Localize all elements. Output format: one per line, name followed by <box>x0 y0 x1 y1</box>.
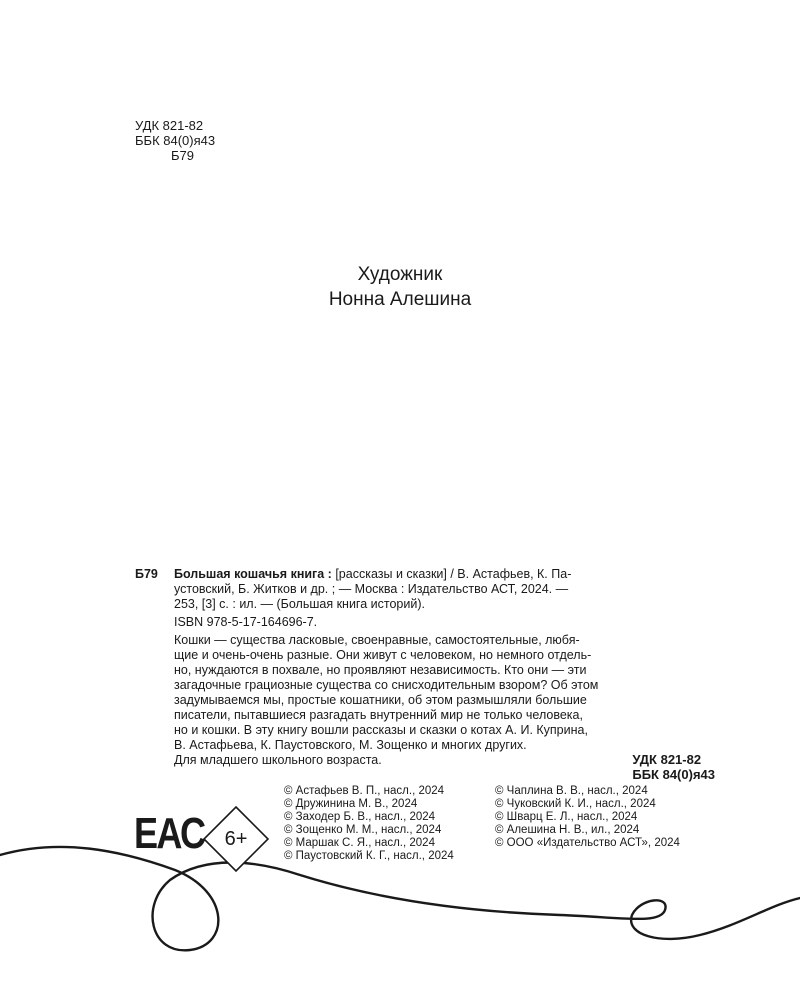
catalog-line <box>174 567 571 582</box>
copyright-line: © Астафьев В. П., насл., 2024 <box>284 785 445 797</box>
annotation-line: загадочные грациозные существа со снисходительным взором? Об этом <box>174 678 599 692</box>
copyright-line: © Чуковский К. И., насл., 2024 <box>495 798 656 810</box>
annotation-line: В. Астафьева, К. Паустовского, М. Зощенко и многих других. <box>174 738 527 752</box>
bbk-code: ББК 84(0)я43 <box>135 133 216 148</box>
isbn: ISBN 978-5-17-164696-7. <box>174 615 318 629</box>
annotation-line: задумываемся мы, простые кошатники, об этом размышляли большие <box>174 693 587 707</box>
copyright-line: © Заходер Б. В., насл., 2024 <box>284 811 436 823</box>
catalog-line: устовский, Б. Житков и др. ; — Москва : Издательство АСТ, 2024. — <box>174 582 569 596</box>
udk-code: УДК 821-82 <box>632 752 702 767</box>
age-rating-badge <box>202 805 270 873</box>
copyright-line: © Паустовский К. Г., насл., 2024 <box>284 850 454 862</box>
copyright-line: © Алешина Н. В., ил., 2024 <box>495 824 640 836</box>
catalog-line-text: [рассказы и сказки] / В. Астафьев, К. Па- <box>335 567 572 581</box>
catalog-code: Б79 <box>135 567 158 581</box>
annotation-line: Кошки — существа ласковые, своенравные, самостоятельные, любя- <box>174 633 580 647</box>
artist-role: Художник <box>357 264 443 285</box>
annotation-line: щие и очень-очень разные. Они живут с человеком, но немного отдель- <box>174 648 592 662</box>
copyright-list-left <box>284 785 454 863</box>
age-rating: 6+ <box>224 828 248 850</box>
copyright-line: © Чаплина В. В., насл., 2024 <box>495 785 648 797</box>
udk-code: УДК 821-82 <box>135 118 204 133</box>
book-title: Большая кошачья книга : <box>174 567 336 581</box>
copyright-list-right <box>495 785 680 850</box>
bbk-code: ББК 84(0)я43 <box>632 767 715 782</box>
catalog-line: 253, [3] с. : ил. — (Большая книга историй). <box>174 597 425 611</box>
copyright-line: © ООО «Издательство АСТ», 2024 <box>495 837 680 849</box>
top-classification-codes <box>135 118 215 163</box>
age-audience: Для младшего школьного возраста. <box>174 753 382 767</box>
copyright-line: © Маршак С. Я., насл., 2024 <box>284 837 435 849</box>
copyright-line: © Шварц Е. Л., насл., 2024 <box>495 811 638 823</box>
copyright-line: © Зощенко М. М., насл., 2024 <box>284 824 442 836</box>
bottom-classification-codes <box>632 752 715 782</box>
annotation-line: писатели, пытавшиеся разгадать внутренний мир не только человека, <box>174 708 583 722</box>
artist-name: Нонна Алешина <box>328 289 472 310</box>
annotation-line: но и кошки. В эту книгу вошли рассказы и сказки о котах А. И. Куприна, <box>174 723 588 737</box>
copyright-line: © Дружинина М. В., 2024 <box>284 798 418 810</box>
artist-credit <box>0 262 800 312</box>
annotation-line: но, нуждаются в похвале, но проявляют независимость. Кто они — эти <box>174 663 587 677</box>
author-mark: Б79 <box>171 148 194 163</box>
eac-certification-mark: ЕАС <box>134 809 205 858</box>
